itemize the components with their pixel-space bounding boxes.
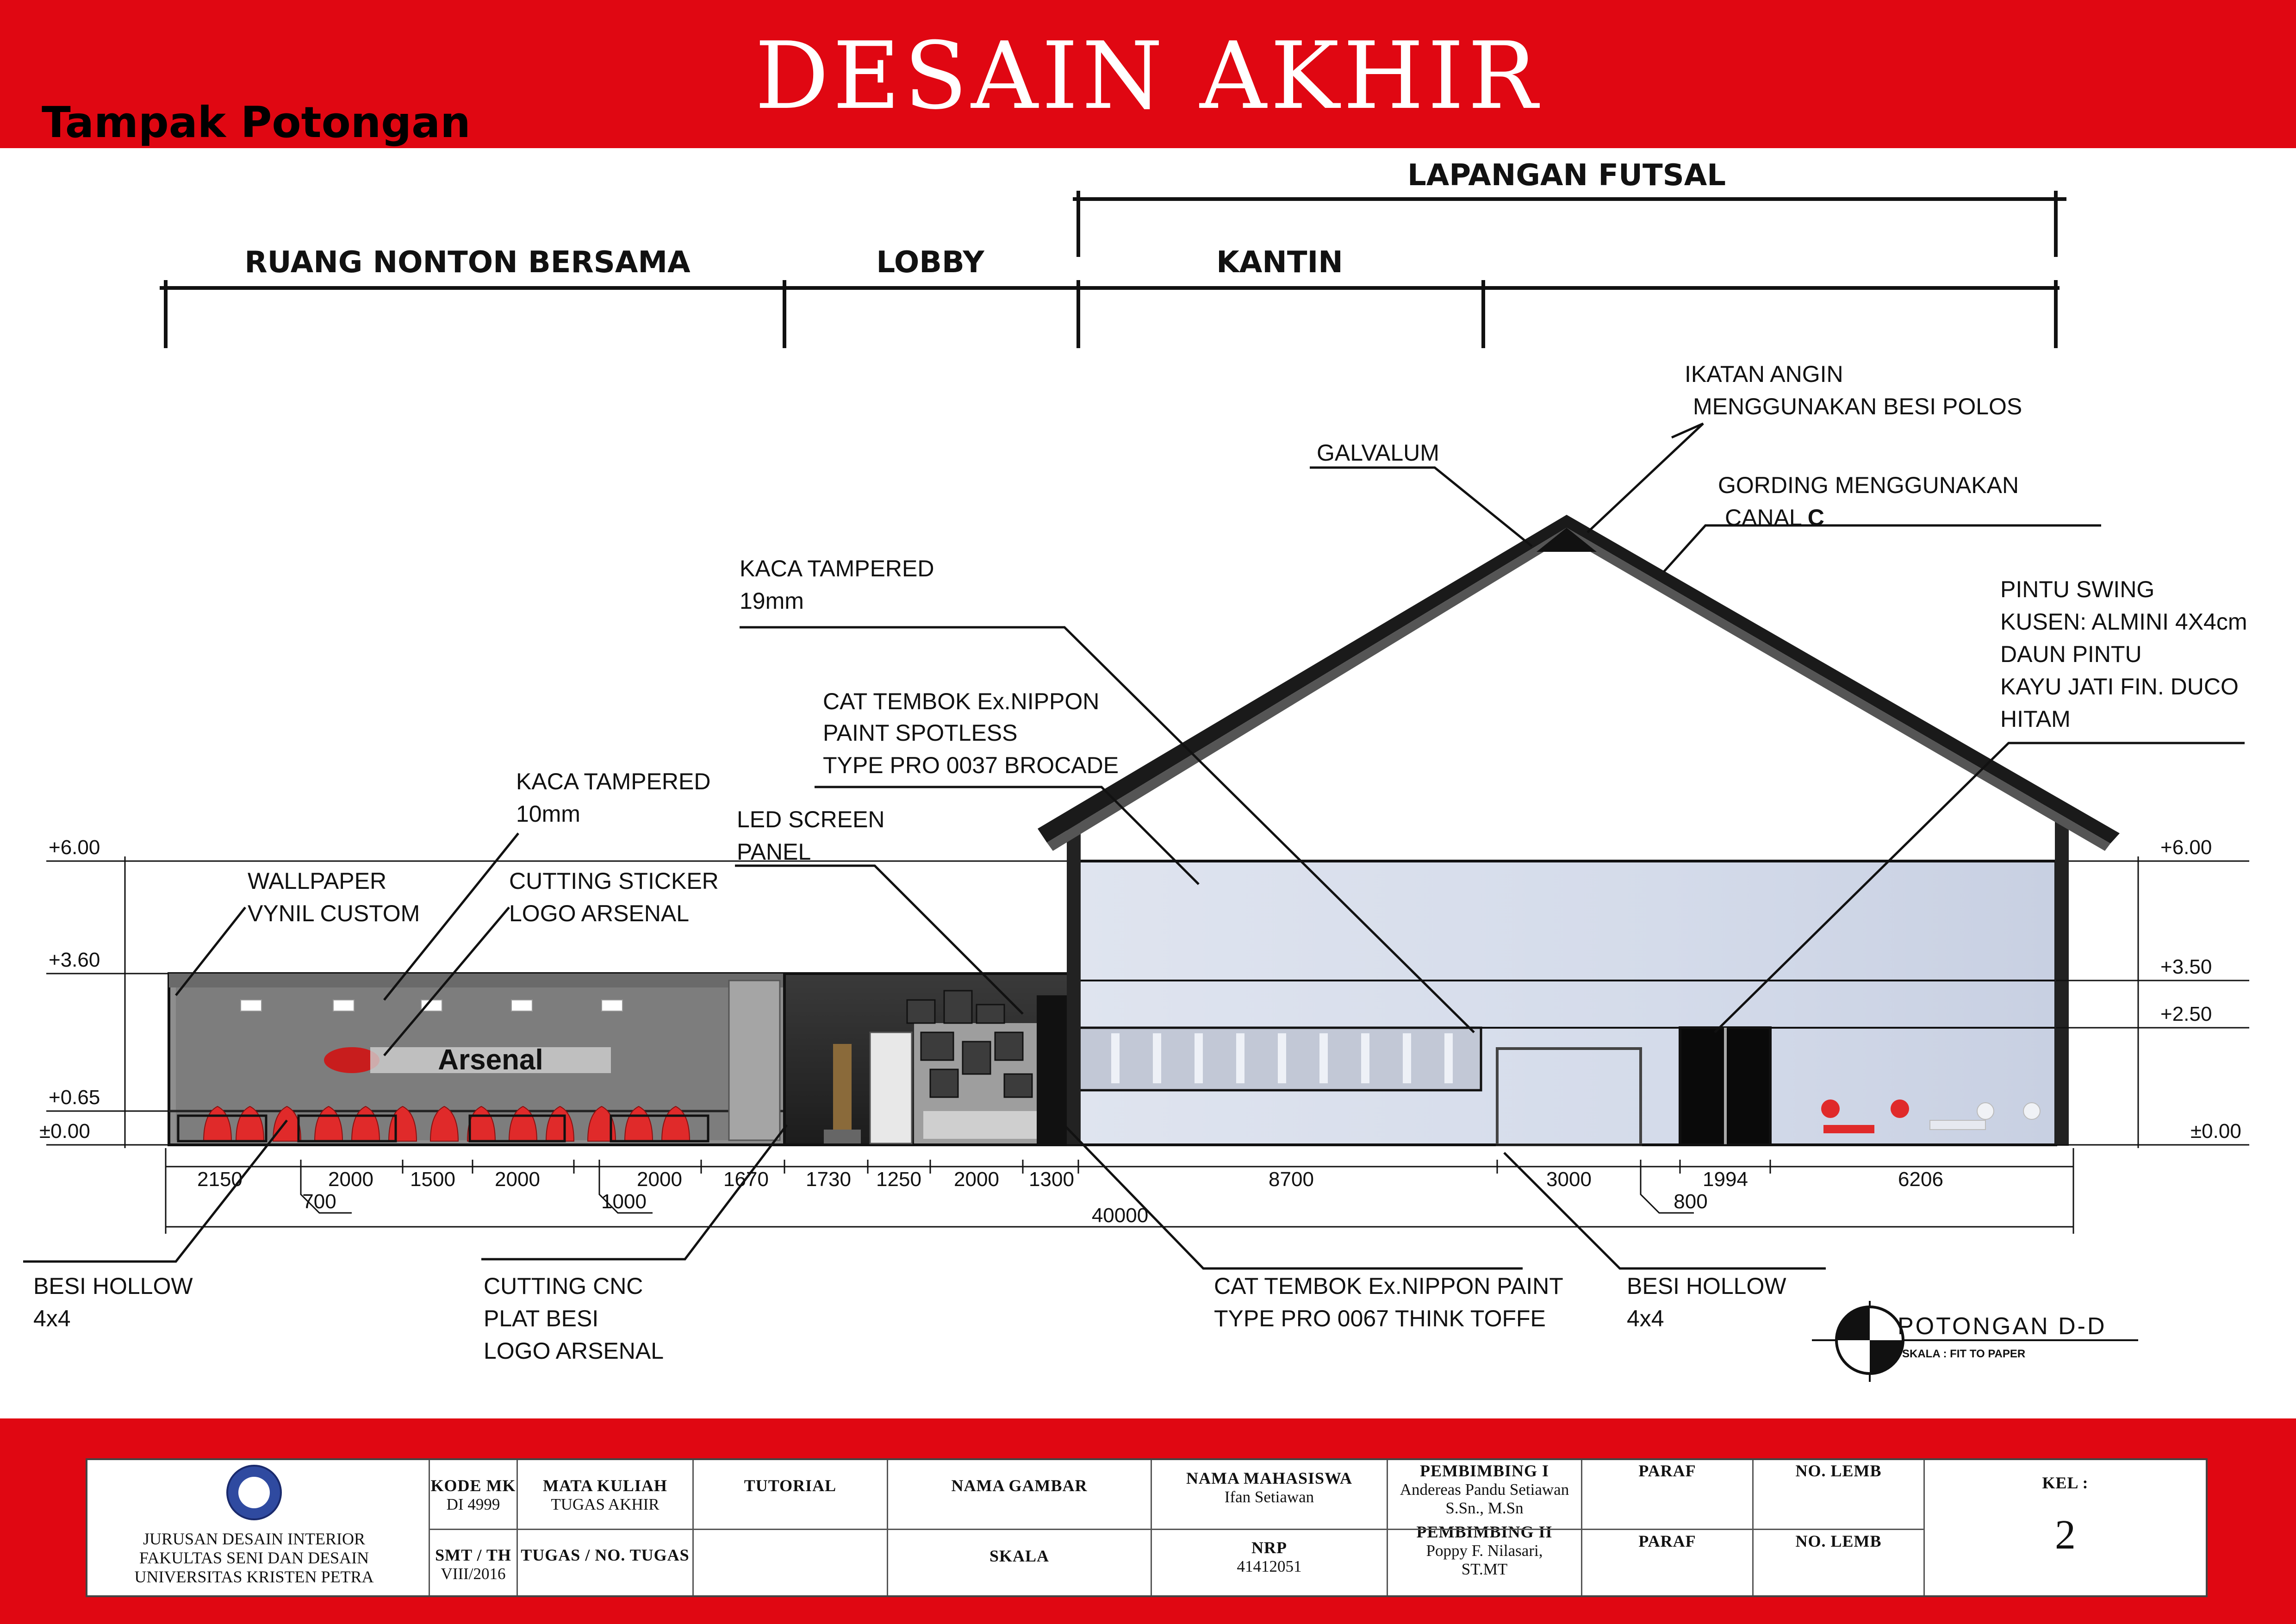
tb-mata-kuliah-cell: [518, 1460, 694, 1595]
tb-kode-cell: [430, 1460, 518, 1595]
left-column: [1067, 819, 1081, 1146]
tb-inst-line-3: UNIVERSITAS KRISTEN PETRA: [134, 1568, 374, 1586]
note-ikatan-angin-2: MENGGUNAKAN BESI POLOS: [1693, 394, 2022, 419]
tb-nama-gambar-cell: [888, 1460, 1152, 1595]
note-pintu-swing-4: KAYU JATI FIN. DUCO: [2000, 674, 2239, 700]
dim-2000-c: 2000: [637, 1168, 682, 1191]
dim-2000-b: 2000: [495, 1168, 540, 1191]
tb-institution-cell: [87, 1460, 430, 1595]
note-kaca-10-2: 10mm: [516, 801, 580, 827]
tb-inst-line-1: JURUSAN DESAIN INTERIOR: [143, 1530, 365, 1548]
level-left-065: +0.65: [49, 1086, 100, 1109]
note-besi-right-1: BESI HOLLOW: [1627, 1273, 1786, 1299]
dim-6206: 6206: [1898, 1168, 1943, 1191]
tb-mk-value: TUGAS AKHIR: [551, 1495, 660, 1513]
dim-3000: 3000: [1546, 1168, 1592, 1191]
note-gording-1: GORDING MENGGUNAKAN: [1718, 472, 2019, 498]
title-block: [86, 1458, 2208, 1597]
roof-galvalum: [1038, 515, 2120, 851]
note-cnc-2: PLAT BESI: [484, 1305, 599, 1331]
tb-mhs-label: NAMA MAHASISWA: [1186, 1469, 1353, 1487]
dim-1670: 1670: [723, 1168, 769, 1191]
note-pintu-swing-5: HITAM: [2000, 706, 2071, 732]
note-cat-brocade-2: PAINT SPOTLESS: [823, 720, 1018, 746]
tb-no-lemb-1: NO. LEMB: [1795, 1462, 1882, 1480]
note-led-1: LED SCREEN: [737, 806, 885, 832]
note-kaca-10-1: KACA TAMPERED: [516, 768, 711, 794]
level-left-000: ±0.00: [39, 1120, 90, 1143]
note-cnc-1: CUTTING CNC: [484, 1273, 643, 1299]
note-galvalum: GALVALUM: [1317, 440, 1439, 466]
dim-2000-d: 2000: [954, 1168, 999, 1191]
zone-label-lobby: LOBBY: [876, 245, 984, 280]
tb-no-lemb-cell: [1754, 1460, 1925, 1595]
section-drawing: [0, 148, 2296, 1418]
level-right-250: +2.50: [2160, 1003, 2212, 1025]
level-left-600: +6.00: [49, 836, 100, 859]
level-right-000: ±0.00: [2190, 1120, 2241, 1143]
page-title: DESAIN AKHIR: [754, 22, 1542, 130]
tb-skala-label: SKALA: [989, 1547, 1050, 1565]
level-right-350: +3.50: [2160, 956, 2212, 978]
tb-no-lemb-2: NO. LEMB: [1795, 1532, 1882, 1550]
tb-pemb2-label: PEMBIMBING II: [1416, 1523, 1553, 1541]
dim-2000-a: 2000: [328, 1168, 373, 1191]
note-pintu-swing-2: KUSEN: ALMINI 4X4cm: [2000, 609, 2247, 635]
section-title: POTONGAN D-D: [1898, 1313, 2107, 1340]
note-besi-left-2: 4x4: [33, 1305, 71, 1331]
note-besi-right-2: 4x4: [1627, 1305, 1664, 1331]
tb-nrp-value: 41412051: [1237, 1557, 1302, 1575]
note-gording-2: CANAL C: [1725, 505, 1824, 531]
dim-1994: 1994: [1703, 1168, 1748, 1191]
tb-inst-line-2: FAKULTAS SENI DAN DESAIN: [139, 1549, 369, 1567]
tb-nrp-label: NRP: [1251, 1538, 1287, 1557]
arsenal-logo-text: Arsenal: [438, 1044, 543, 1076]
tb-kel-value: 2: [2055, 1512, 2076, 1558]
tb-pemb1-line-1: Andereas Pandu Setiawan: [1400, 1480, 1569, 1499]
note-cutting-sticker-2: LOGO ARSENAL: [509, 900, 690, 926]
section-scale: SKALA : FIT TO PAPER: [1902, 1348, 2026, 1360]
tb-tugas-label: TUGAS / NO. TUGAS: [521, 1546, 690, 1564]
note-cat-brocade-3: TYPE PRO 0037 BROCADE: [823, 752, 1119, 778]
dim-1250: 1250: [876, 1168, 921, 1191]
note-pintu-swing-3: DAUN PINTU: [2000, 641, 2142, 667]
lapangan-section: [1067, 819, 2069, 1146]
note-wallpaper-1: WALLPAPER: [248, 868, 387, 894]
university-logo-icon: [226, 1465, 282, 1520]
tb-mk-label: MATA KULIAH: [543, 1476, 667, 1495]
note-cat-toffe-2: TYPE PRO 0067 THINK TOFFE: [1214, 1305, 1546, 1331]
note-cutting-sticker-1: CUTTING STICKER: [509, 868, 719, 894]
tb-kode-value: DI 4999: [446, 1495, 500, 1513]
section-mark: [1812, 1301, 2138, 1382]
tb-smt-label: SMT / TH: [435, 1546, 511, 1564]
dim-total-40000: 40000: [1091, 1204, 1149, 1227]
tb-mid-divider: [430, 1529, 1925, 1530]
tb-tutorial-cell: [694, 1460, 888, 1595]
dim-700: 700: [302, 1190, 336, 1213]
tb-pemb2-line-1: Poppy F. Nilasari,: [1426, 1542, 1543, 1560]
zone-label-kantin: KANTIN: [1216, 245, 1343, 280]
note-ikatan-angin-1: IKATAN ANGIN: [1685, 361, 1843, 387]
zone-label-lapangan: LAPANGAN FUTSAL: [1407, 158, 1726, 193]
tb-pemb2-line-2: ST.MT: [1461, 1560, 1508, 1578]
ruang-nonton-section: [169, 974, 784, 1145]
level-right-600: +6.00: [2160, 836, 2212, 859]
note-cat-toffe-1: CAT TEMBOK Ex.NIPPON PAINT: [1214, 1273, 1563, 1299]
note-wallpaper-2: VYNIL CUSTOM: [248, 900, 420, 926]
dim-1500: 1500: [410, 1168, 455, 1191]
tb-kode-label: KODE MK: [430, 1476, 516, 1495]
tb-paraf-2: PARAF: [1638, 1532, 1696, 1550]
tb-kel-cell: [1925, 1460, 2206, 1595]
tb-tutorial-label: TUTORIAL: [744, 1476, 837, 1495]
right-column: [2055, 819, 2069, 1146]
dim-1730: 1730: [806, 1168, 851, 1191]
note-cnc-3: LOGO ARSENAL: [484, 1338, 664, 1364]
tb-nama-gambar-label: NAMA GAMBAR: [951, 1476, 1088, 1495]
dim-8700: 8700: [1269, 1168, 1314, 1191]
tb-paraf-cell: [1582, 1460, 1754, 1595]
zone-label-ruang-nonton: RUANG NONTON BERSAMA: [244, 245, 691, 280]
note-cat-brocade-1: CAT TEMBOK Ex.NIPPON: [823, 688, 1100, 714]
note-besi-left-1: BESI HOLLOW: [33, 1273, 193, 1299]
dim-800: 800: [1674, 1190, 1708, 1213]
dim-1300: 1300: [1029, 1168, 1074, 1191]
dim-1000: 1000: [601, 1190, 647, 1213]
tb-pembimbing-cell: [1388, 1460, 1582, 1595]
note-kaca-19-2: 19mm: [740, 588, 804, 614]
dim-2150: 2150: [197, 1168, 243, 1191]
tb-pemb1-line-2: S.Sn., M.Sn: [1445, 1499, 1524, 1517]
note-led-2: PANEL: [737, 839, 811, 865]
tb-mhs-value: Ifan Setiawan: [1224, 1488, 1314, 1506]
tb-mahasiswa-cell: [1152, 1460, 1388, 1595]
page-subtitle: Tampak Potongan: [42, 98, 471, 147]
level-left-360: +3.60: [49, 949, 100, 971]
tb-kel-label: KEL :: [2042, 1474, 2089, 1492]
note-pintu-swing-1: PINTU SWING: [2000, 576, 2155, 602]
lobby-section: [784, 974, 1078, 1145]
tb-pemb1-label: PEMBIMBING I: [1419, 1462, 1549, 1480]
tb-paraf-1: PARAF: [1638, 1462, 1696, 1480]
tb-smt-value: VIII/2016: [441, 1565, 506, 1583]
note-kaca-19-1: KACA TAMPERED: [740, 556, 934, 581]
